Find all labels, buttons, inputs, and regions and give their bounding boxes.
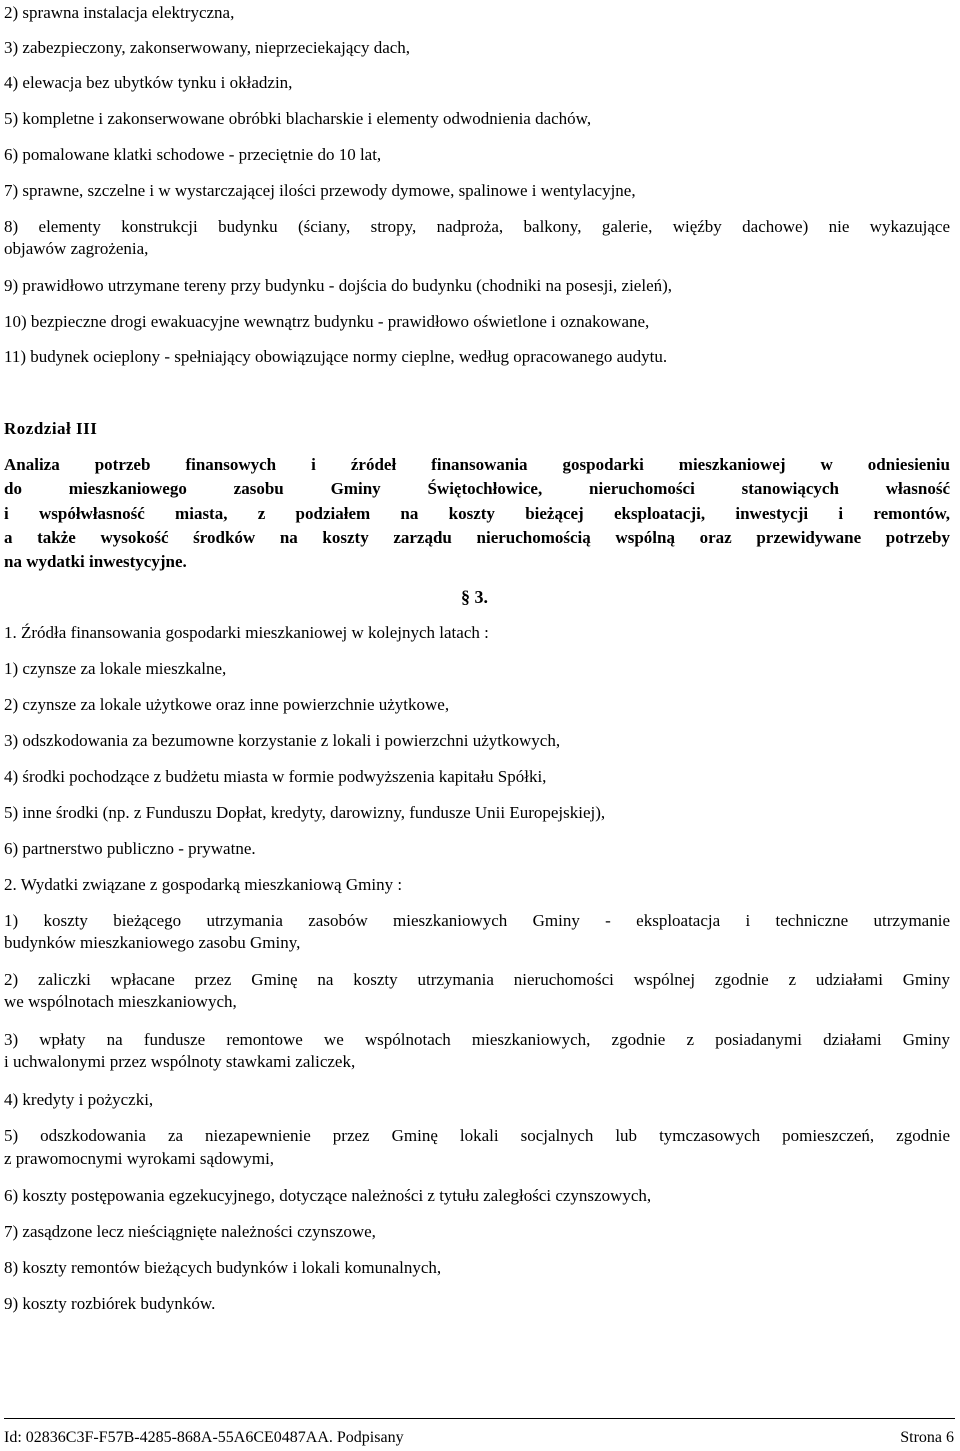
list-item: 1) czynsze za lokale mieszkalne, (4, 659, 227, 678)
chapter-title-line: i współwłasność miasta, z podziałem na koszty bieżącej eksploatacji, inwestycji i remontów, (4, 504, 950, 523)
list-item: 2) zaliczki wpłacane przez Gminę na koszty utrzymania nieruchomości wspólnej zgodnie z udziałami Gminy (4, 970, 950, 989)
chapter-title-line: Analiza potrzeb finansowych i źródeł finansowania gospodarki mieszkaniowej w odniesieniu (4, 455, 950, 474)
list-item-continuation: objawów zagrożenia, (4, 239, 149, 258)
chapter-heading: Rozdział III (4, 419, 98, 438)
list-item: 4) środki pochodzące z budżetu miasta w formie podwyższenia kapitału Spółki, (4, 767, 547, 786)
list-item: 11) budynek ocieplony - spełniający obowiązujące normy cieplne, według opracowanego audytu. (4, 347, 668, 366)
chapter-title-line: na wydatki inwestycyjne. (4, 552, 187, 571)
footer-document-id: Id: 02836C3F-F57B-4285-868A-55A6CE0487AA. Podpisany (4, 1429, 404, 1446)
paragraph-symbol: § 3. (461, 587, 488, 607)
list-item: 6) pomalowane klatki schodowe - przeciętnie do 10 lat, (4, 145, 382, 164)
list-item: 1) koszty bieżącego utrzymania zasobów mieszkaniowych Gminy - eksploatacja i techniczne utrzymanie (4, 911, 950, 930)
footer-page-number: Strona 6 (900, 1429, 954, 1446)
list-item: 2) czynsze za lokale użytkowe oraz inne powierzchnie użytkowe, (4, 695, 450, 714)
list-item-continuation: i uchwalonymi przez wspólnoty stawkami zaliczek, (4, 1052, 356, 1071)
list-item: 10) bezpieczne drogi ewakuacyjne wewnątrz budynku - prawidłowo oświetlone i oznakowane, (4, 312, 650, 331)
list-item: 5) odszkodowania za niezapewnienie przez Gminę lokali socjalnych lub tymczasowych pomieszczeń, zgodnie (4, 1126, 950, 1145)
list-item: 4) kredyty i pożyczki, (4, 1090, 154, 1109)
list-item: 8) elementy konstrukcji budynku (ściany, stropy, nadproża, balkony, galerie, więźby dachowe) nie wykazujące (4, 217, 950, 236)
list-item: 7) sprawne, szczelne i w wystarczającej ilości przewody dymowe, spalinowe i wentylacyjne, (4, 181, 636, 200)
list-item: 8) koszty remontów bieżących budynków i lokali komunalnych, (4, 1258, 442, 1277)
chapter-title-line: do mieszkaniowego zasobu Gminy Świętochłowice, nieruchomości stanowiących własność (4, 479, 950, 498)
list-item: 4) elewacja bez ubytków tynku i okładzin, (4, 73, 293, 92)
chapter-title-line: a także wysokość środków na koszty zarządu nieruchomością wspólną oraz przewidywane potrzeby (4, 528, 950, 547)
list-item: 9) prawidłowo utrzymane tereny przy budynku - dojścia do budynku (chodniki na posesji, zieleń), (4, 276, 673, 295)
list-item: 6) partnerstwo publiczno - prywatne. (4, 839, 256, 858)
list-item-continuation: we wspólnotach mieszkaniowych, (4, 992, 237, 1011)
section-heading: 1. Źródła finansowania gospodarki mieszkaniowej w kolejnych latach : (4, 623, 489, 642)
list-item: 3) odszkodowania za bezumowne korzystanie z lokali i powierzchni użytkowych, (4, 731, 561, 750)
list-item: 7) zasądzone lecz nieściągnięte należności czynszowe, (4, 1222, 376, 1241)
list-item: 3) wpłaty na fundusze remontowe we wspólnotach mieszkaniowych, zgodnie z posiadanymi działami Gminy (4, 1030, 950, 1049)
list-item: 2) sprawna instalacja elektryczna, (4, 3, 235, 22)
list-item: 9) koszty rozbiórek budynków. (4, 1294, 216, 1313)
list-item-continuation: z prawomocnymi wyrokami sądowymi, (4, 1149, 275, 1168)
list-item: 5) kompletne i zakonserwowane obróbki blacharskie i elementy odwodnienia dachów, (4, 109, 592, 128)
list-item: 3) zabezpieczony, zakonserwowany, nieprzeciekający dach, (4, 38, 411, 57)
section-heading: 2. Wydatki związane z gospodarką mieszkaniową Gminy : (4, 875, 403, 894)
list-item: 5) inne środki (np. z Funduszu Dopłat, kredyty, darowizny, fundusze Unii Europejskiej), (4, 803, 606, 822)
list-item-continuation: budynków mieszkaniowego zasobu Gminy, (4, 933, 301, 952)
list-item: 6) koszty postępowania egzekucyjnego, dotyczące należności z tytułu zaległości czynszowych, (4, 1186, 652, 1205)
footer-divider (4, 1418, 955, 1419)
